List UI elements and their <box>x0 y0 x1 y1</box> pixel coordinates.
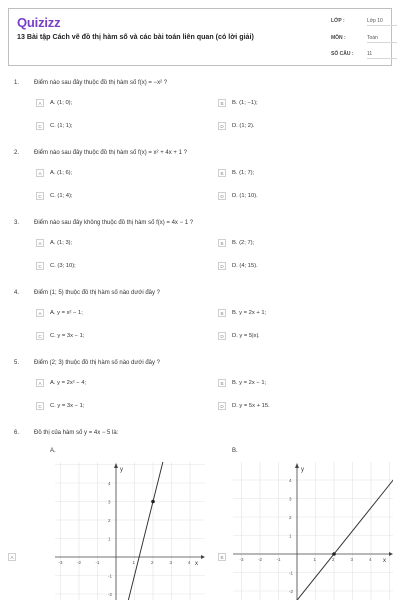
option-text: D. (4; 15). <box>232 263 258 269</box>
option-text: A. (1; 0); <box>50 100 73 106</box>
y-tick-label: -1 <box>108 573 113 579</box>
x-tick-label: -1 <box>276 557 281 562</box>
option-key-box: C <box>36 332 44 340</box>
option-text: C. (1; 1); <box>50 123 73 129</box>
y-tick-label: 2 <box>108 518 111 523</box>
question-number: 1. <box>14 80 20 86</box>
y-tick-label: -2 <box>108 592 113 597</box>
option-text: A. y = 2x² − 4; <box>50 380 87 386</box>
x-tick-label: -1 <box>95 560 100 565</box>
x-tick-label: 2 <box>151 560 154 565</box>
option-key-box: D <box>218 332 226 340</box>
option-key-box: D <box>218 402 226 410</box>
option-key-box: C <box>36 122 44 130</box>
option-text: B. (1; −1); <box>232 100 258 106</box>
question-text: Điểm nào sau đây không thuộc đồ thị hàm số f(x) = 4x − 1 ? <box>34 220 194 226</box>
y-tick-label: 4 <box>108 481 111 486</box>
option-key-box: B <box>218 99 226 107</box>
meta-label-subject: MÔN : <box>331 35 346 41</box>
worksheet-title: 13 Bài tập Cách vẽ đồ thị hàm số và các bài toán liên quan (có lời giải) <box>17 33 254 41</box>
y-tick-label: 1 <box>289 533 292 539</box>
option-text: A. y = x² − 1; <box>50 310 83 316</box>
y-tick-label: 2 <box>289 515 292 520</box>
graph-a <box>55 462 205 600</box>
meta-value-subject: Toán <box>367 35 397 43</box>
option-key-box: C <box>36 402 44 410</box>
y-axis-arrow <box>114 463 118 468</box>
worksheet-header <box>8 8 392 66</box>
option-key-box: C <box>36 262 44 270</box>
question-text: Điểm nào sau đây thuộc đồ thị hàm số f(x) = x² + 4x + 1 ? <box>34 150 187 156</box>
option-text: B. (1; 7); <box>232 170 255 176</box>
question-number: 2. <box>14 150 20 156</box>
question-number: 3. <box>14 220 20 226</box>
question-text: Điểm (1; 5) thuộc đồ thị hàm số nào dưới đây ? <box>34 290 161 296</box>
y-tick-label: 3 <box>289 496 292 502</box>
option-text: A. (1; 3); <box>50 240 73 246</box>
y-tick-label: 1 <box>108 536 111 542</box>
option-text: A. (1; 6); <box>50 170 73 176</box>
option-key-box: B <box>218 379 226 387</box>
x-axis-label: x <box>383 558 386 564</box>
option-text: D. (1; 10). <box>232 193 258 199</box>
option-text: D. y = 5x + 15. <box>232 403 270 409</box>
marked-point <box>332 552 336 556</box>
y-axis-arrow <box>295 463 299 468</box>
x-tick-label: 1 <box>132 560 136 565</box>
option-text: C. y = 3x − 1; <box>50 333 85 339</box>
x-tick-label: 4 <box>369 557 372 562</box>
x-tick-label: -2 <box>77 560 82 565</box>
question-number: 6. <box>14 430 20 436</box>
question-text: Điểm (2; 3) thuộc đồ thị hàm số nào dưới đây ? <box>34 360 161 366</box>
y-tick-label: -1 <box>289 570 294 576</box>
option-text: C. (1; 4); <box>50 193 73 199</box>
option-key-box: D <box>218 262 226 270</box>
x-tick-label: -3 <box>239 557 244 562</box>
x-tick-label: 2 <box>332 557 335 562</box>
option-key-box: A <box>36 169 44 177</box>
option-text: B. y = 2x − 1; <box>232 380 267 386</box>
option-key-box: A <box>36 379 44 387</box>
option-key-box: B <box>218 553 226 561</box>
x-axis-arrow <box>201 555 205 559</box>
option-text: C. y = 3x − 1; <box>50 403 85 409</box>
y-axis-label: y <box>120 467 123 473</box>
x-tick-label: 3 <box>169 560 173 565</box>
meta-value-class: Lớp 10 <box>367 18 397 26</box>
question-text: Điểm nào sau đây thuộc đồ thị hàm số f(x) = −x² ? <box>34 80 168 86</box>
x-tick-label: 4 <box>188 560 191 565</box>
question-number: 4. <box>14 290 20 296</box>
option-key-box: D <box>218 122 226 130</box>
graph-a-label: A. <box>50 448 56 454</box>
option-key-box: A <box>8 553 16 561</box>
x-tick-label: 1 <box>313 557 317 562</box>
option-key-box: B <box>218 309 226 317</box>
meta-value-count: 11 <box>367 51 397 59</box>
option-text: D. y = 5|x|. <box>232 333 260 339</box>
graph-line <box>233 462 393 600</box>
x-tick-label: -3 <box>58 560 63 565</box>
graph-b <box>233 462 393 600</box>
x-axis-arrow <box>389 552 393 556</box>
question-number: 5. <box>14 360 20 366</box>
option-text: D. (1; 2). <box>232 123 255 129</box>
y-tick-label: -2 <box>289 589 294 594</box>
meta-label-count: SỐ CÂU : <box>331 51 354 57</box>
x-tick-label: -2 <box>258 557 263 562</box>
meta-label-class: LỚP : <box>331 18 345 24</box>
option-key-box: A <box>36 239 44 247</box>
option-key-box: A <box>36 309 44 317</box>
x-tick-label: 3 <box>350 557 354 562</box>
y-tick-label: 3 <box>108 499 111 505</box>
y-axis-label: y <box>301 467 304 473</box>
option-text: B. (2; 7); <box>232 240 255 246</box>
y-tick-label: 4 <box>289 478 292 483</box>
option-key-box: A <box>36 99 44 107</box>
question-text: Đồ thị của hàm số y = 4x − 5 là: <box>34 430 119 436</box>
option-key-box: B <box>218 239 226 247</box>
option-text: B. y = 2x + 1; <box>232 310 267 316</box>
option-text: C. (3; 10); <box>50 263 76 269</box>
marked-point <box>151 500 155 504</box>
option-key-box: C <box>36 192 44 200</box>
x-axis-label: x <box>195 561 198 567</box>
quizizz-logo: Quizizz <box>17 15 61 30</box>
option-key-box: B <box>218 169 226 177</box>
option-key-box: D <box>218 192 226 200</box>
graph-b-label: B. <box>232 448 238 454</box>
